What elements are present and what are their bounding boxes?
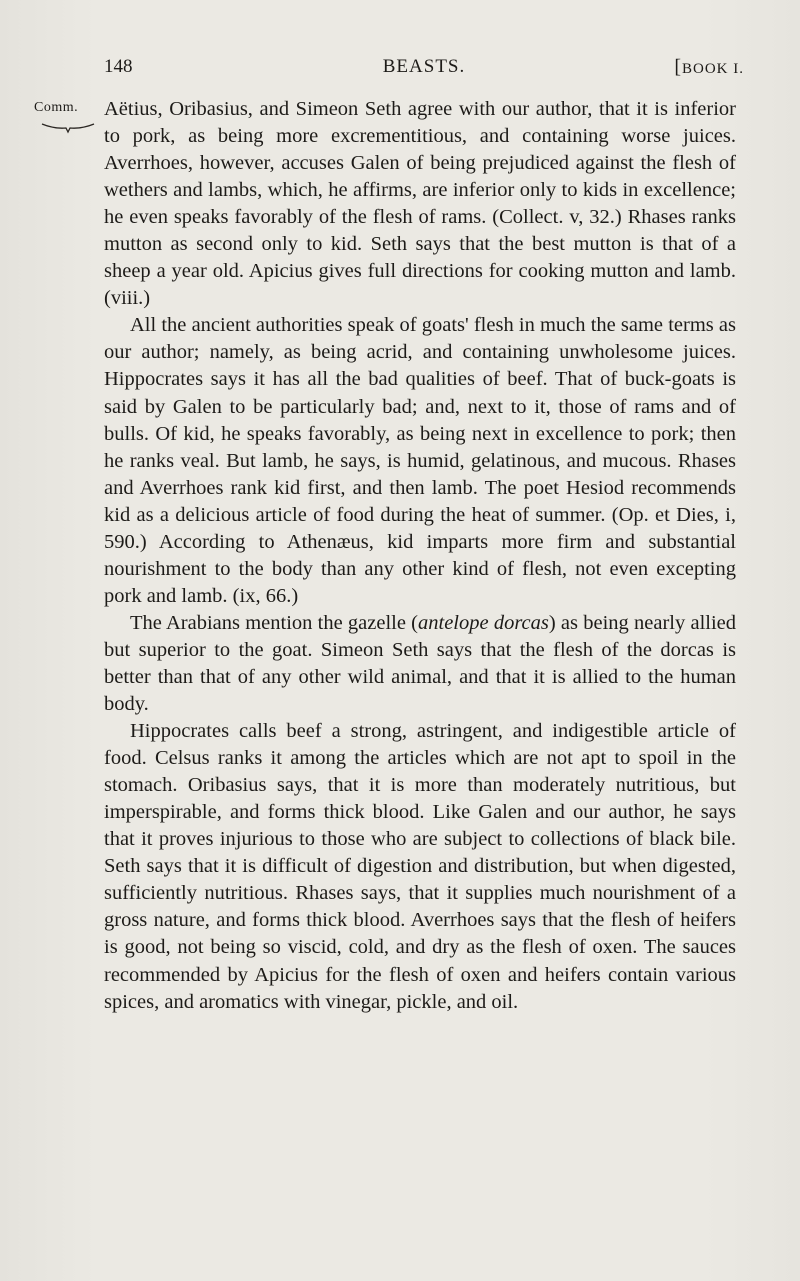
paragraph-beef [104,718,736,1016]
margin-note-comm: Comm. [34,100,79,115]
paragraph-text: Aëtius, Oribasius, and Simeon Seth agree with our author, that it is inferior to pork, as being more excrementitious, and containing worse juices. Averrhoes, however, accuses Galen of being prejudiced against the flesh of wethers and lambs, which, he affirms, are inferior only to kids in excellence; he even speaks favorably of the flesh of rams. (Collect. v, 32.) Rhases ranks mutton as second only to kid. Seth says that the best mutton is that of a sheep a year old. Apicius gives full directions for cooking mutton and lamb. (viii.) [104,98,736,310]
book-label: BOOK I. [682,61,744,77]
book-reference [674,56,744,79]
page-number: 148 [104,56,133,77]
paragraph-mutton [104,96,736,312]
paragraph-text: ) as being nearly allied but superior to the goat. Simeon Seth says that the flesh of the dorcas is better than that of any other wild animal, and that it is allied to the human body. [104,611,737,716]
paragraph-text: The Arabians mention the gazelle ( [130,611,418,634]
margin-brace-icon [40,120,96,134]
paragraph-goats [104,312,736,610]
paragraph-text: All the ancient authorities speak of goats' flesh in much the same terms as our author; namely, as being acrid, and containing unwholesome juices. Hippocrates says it has all the bad qualities of beef. That of buck-goats is said by Galen to be particularly bad; and, next to it, those of rams and of bulls. Of kid, he speaks favorably, as being next in excellence to pork; then he ranks veal. But lamb, he says, is humid, gelatinous, and mucous. Rhases and Averrhoes rank kid first, and then lamb. The poet Hesiod recommends kid as a delicious article of food during the heat of summer. (Op. et Dies, i, 590.) According to Athenæus, kid imparts more firm and substantial nourishment to the body than any other kind of flesh, not even excepting pork and lamb. (ix, 66.) [104,314,736,607]
book-bracket: [ [674,56,682,78]
paragraph-gazelle [104,610,736,718]
body-text [104,96,736,1016]
running-header [104,56,744,84]
running-title: BEASTS. [382,56,466,77]
paragraph-text: Hippocrates calls beef a strong, astringent, and indigestible article of food. Celsus ranks it among the articles which are not apt to spoil in the stomach. Oribasius says, that it is more than moderately nutritious, but imperspirable, and forms thick blood. Like Galen and our author, he says that it proves injurious to those who are subject to collections of black bile. Seth says that it is difficult of digestion and distribution, but when digested, sufficiently nutritious. Rhases says, that it supplies much nourishment of a gross nature, and forms thick blood. Averrhoes says that the flesh of heifers is good, not being so viscid, cold, and dry as the flesh of oxen. The sauces recommended by Apicius for the flesh of oxen and heifers contain various spices, and aromatics with vinegar, pickle, and oil. [104,720,736,1013]
italic-species-name: antelope dorcas [418,611,549,634]
